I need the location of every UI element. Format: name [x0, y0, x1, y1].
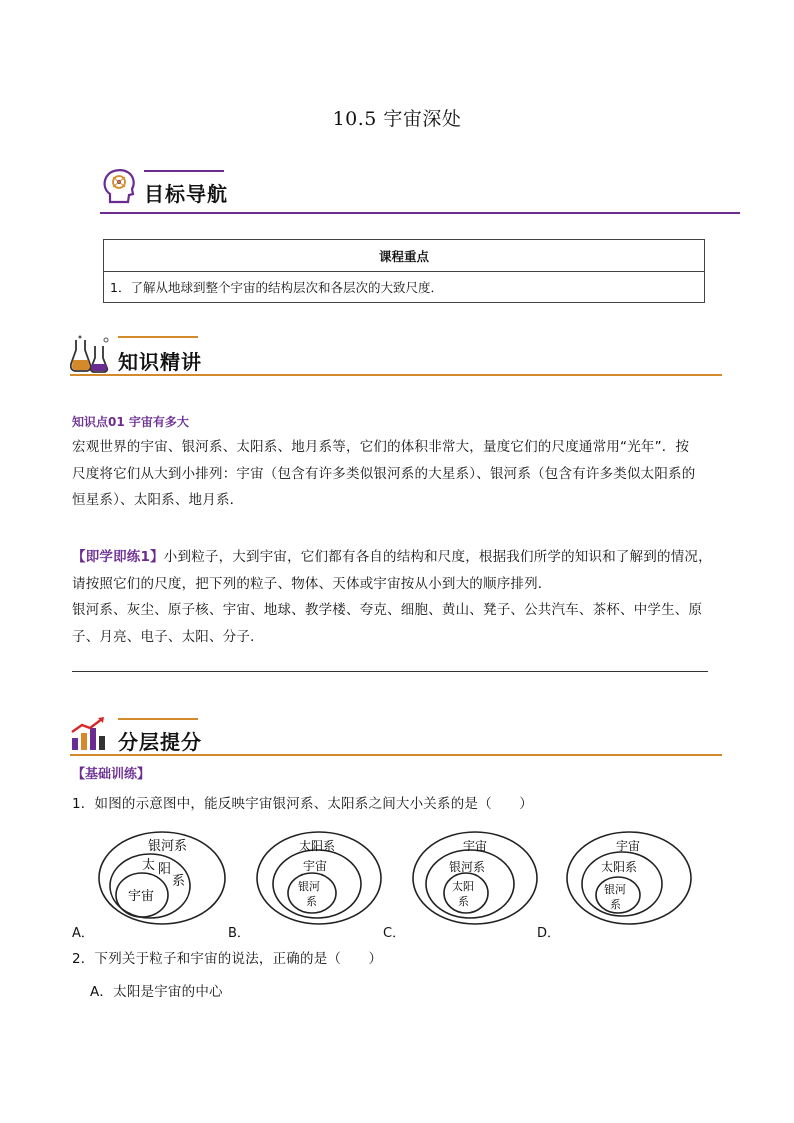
section-title-levels: 分层提分: [118, 730, 202, 754]
section-top-line: [118, 718, 198, 720]
section-header-goal: [100, 168, 740, 214]
goal-table: [103, 239, 705, 303]
practice-block: [72, 544, 732, 650]
option-a-letter[interactable]: A．: [72, 926, 94, 941]
bar-chart-up-icon: [70, 716, 110, 752]
middle-label: 银河系: [449, 860, 486, 874]
section-underline: [70, 374, 722, 376]
section-top-line: [118, 336, 198, 338]
question-2-option-a[interactable]: A．太阳是宇宙的中心: [90, 984, 223, 1000]
middle-label: 系: [172, 874, 186, 889]
text-line: 子、月亮、电子、太阳、分子．: [72, 628, 264, 645]
text-line: 恒星系）、太阳系、地月系．: [72, 492, 244, 508]
option-c-letter[interactable]: C．: [383, 926, 406, 941]
middle-label: 太: [142, 858, 156, 873]
option-b-letter[interactable]: B．: [228, 926, 250, 941]
section-underline: [70, 754, 722, 756]
text-line: 尺度将它们从大到小排列：宇宙（包含有许多类似银河系的大星系）、银河系（包含有许多类似太阳系的: [72, 465, 696, 482]
inner-label: 系: [306, 895, 317, 908]
brain-head-icon: [102, 168, 136, 206]
option-b-diagram: [254, 828, 384, 928]
goal-table-header: 课程重点: [104, 240, 705, 272]
outer-label: 银河系: [148, 839, 188, 854]
option-d-diagram: [564, 828, 694, 928]
practice-text: 小到粒子，大到宇宙，它们都有各自的结构和尺度，根据我们所学的知识和了解到的情况，: [163, 549, 712, 565]
practice-label: 【即学即练1】: [72, 549, 164, 565]
knowledge-point-text: [72, 434, 732, 514]
inner-label: 太阳: [452, 880, 474, 893]
inner-label: 系: [458, 895, 469, 908]
text-line: 请按照它们的尺度，把下列的粒子、物体、天体或宇宙按从小到大的顺序排列．: [72, 575, 552, 592]
option-d-letter[interactable]: D．: [537, 926, 561, 941]
inner-label: 宇宙: [128, 889, 155, 904]
middle-label: 宇宙: [303, 859, 328, 873]
goal-table-row: 1．了解从地球到整个宇宙的结构层次和各层次的大致尺度．: [104, 272, 705, 303]
section-header-levels: [70, 716, 722, 756]
text-line: 银河系、灰尘、原子核、宇宙、地球、教学楼、夸克、细胞、黄山、凳子、公共汽车、茶杯、中学生、原: [72, 602, 703, 618]
inner-label: 银河: [298, 880, 320, 893]
option-c-diagram: [410, 828, 540, 928]
lab-flask-icon: [70, 334, 110, 374]
question-2-stem: 2．下列关于粒子和宇宙的说法，正确的是（ ）: [72, 951, 383, 967]
middle-label: 阳: [158, 862, 172, 877]
middle-label: 太阳系: [601, 860, 638, 874]
outer-label: 宇宙: [463, 839, 488, 853]
section-title-goal: 目标导航: [144, 182, 228, 206]
knowledge-point-heading: 知识点01 宇宙有多大: [72, 415, 189, 429]
outer-label: 太阳系: [299, 839, 336, 853]
section-underline: [100, 212, 740, 214]
page-title: 10.5 宇宙深处: [332, 108, 462, 130]
answer-line: [72, 671, 708, 672]
text-line: 宏观世界的宇宙、银河系、太阳系、地月系等，它们的体积非常大，量度它们的尺度通常用“光年”．按: [72, 439, 690, 455]
question-1-stem: 1．如图的示意图中，能反映宇宙银河系、太阳系之间大小关系的是（ ）: [72, 796, 533, 812]
inner-label: 银河: [604, 883, 626, 896]
outer-label: 宇宙: [616, 839, 641, 853]
section-title-knowledge: 知识精讲: [118, 350, 202, 374]
option-a-diagram: [96, 828, 228, 928]
inner-label: 系: [610, 898, 621, 911]
text-line: [72, 544, 732, 571]
section-top-line: [144, 170, 224, 172]
basic-training-label: 【基础训练】: [72, 767, 151, 782]
section-header-knowledge: [70, 334, 722, 376]
